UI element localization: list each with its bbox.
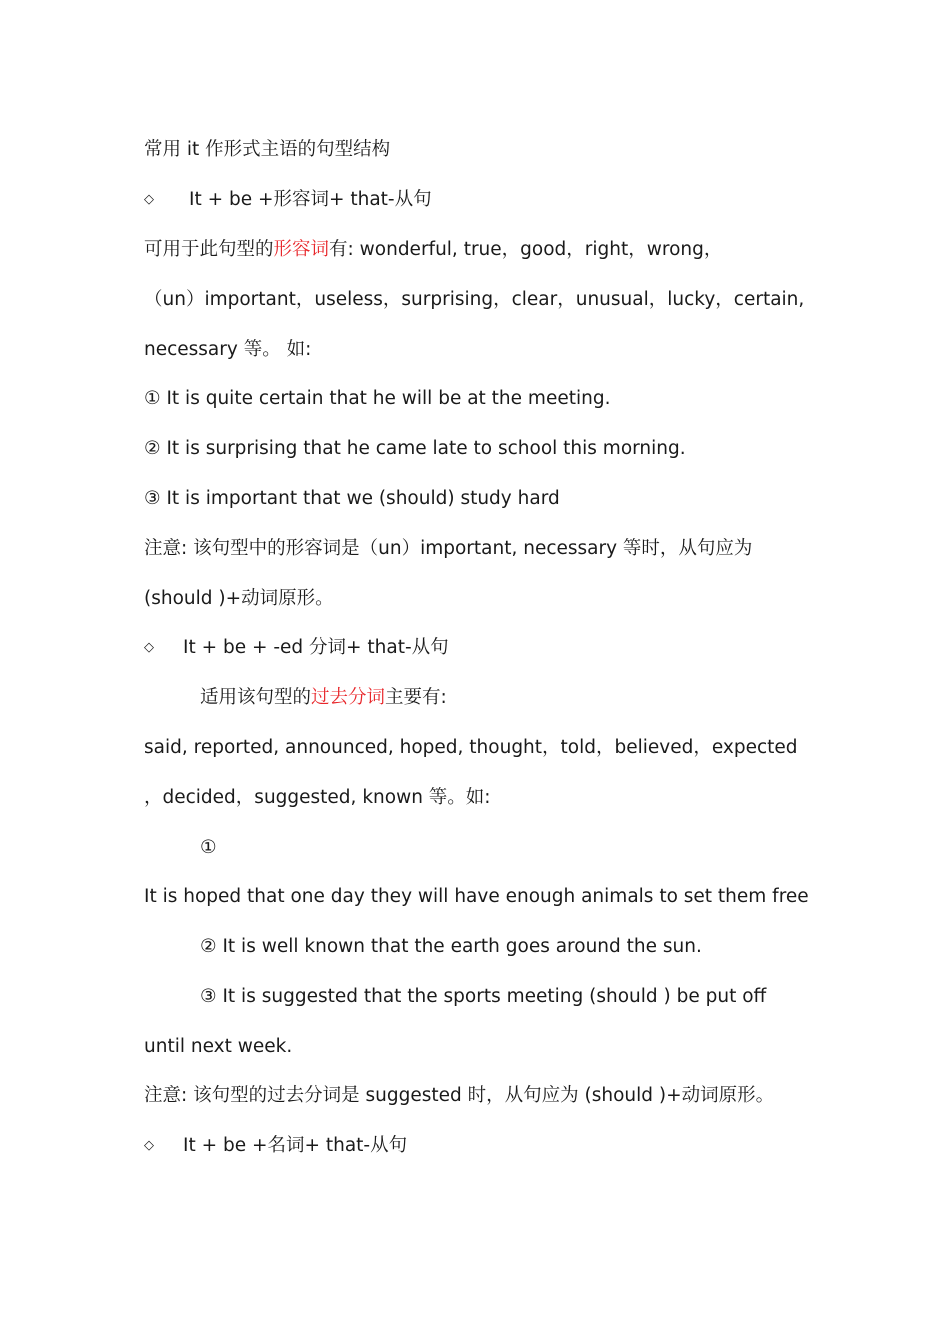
section3-heading-row — [144, 1133, 407, 1159]
section2-intro-suffix: 主要有: — [385, 687, 447, 708]
section1-example-1: ① It is quite certain that he will be at the meeting. — [144, 388, 611, 409]
document-title: 常用 it 作形式主语的句型结构 — [144, 139, 391, 160]
section1-example-2: ② It is surprising that he came late to school this morning. — [144, 438, 686, 459]
diamond-bullet-icon: ◇ — [144, 640, 154, 655]
section2-example-3-line-1: ③ It is suggested that the sports meeting (should ) be put off — [200, 986, 767, 1007]
section1-heading: It + be +形容词+ that-从句 — [189, 189, 432, 210]
section2-intro-highlight: 过去分词 — [311, 687, 386, 708]
section3-heading: It + be +名词+ that-从句 — [183, 1135, 408, 1156]
section2-example-2: ② It is well known that the earth goes around the sun. — [200, 936, 702, 957]
section2-intro — [200, 685, 447, 711]
section2-list-line-1: said, reported, announced, hoped, thought，told，believed，expected — [144, 737, 798, 758]
section2-list-line-2: ，decided，suggested, known 等。如: — [144, 787, 491, 808]
section2-example-1-number: ① — [200, 837, 217, 858]
section1-note-line-2: (should )+动词原形。 — [144, 588, 334, 609]
diamond-bullet-icon: ◇ — [144, 1138, 154, 1153]
diamond-bullet-icon: ◇ — [144, 192, 154, 207]
section1-intro-suffix: 有: wonderful, true，good，right，wrong， — [329, 239, 723, 260]
section2-note: 注意: 该句型的过去分词是 suggested 时，从句应为 (should )+动词原形。 — [144, 1085, 775, 1106]
section2-heading: It + be + -ed 分词+ that-从句 — [183, 637, 449, 658]
section2-example-3-line-2: until next week. — [144, 1036, 293, 1057]
section1-list-line-3: necessary 等。 如: — [144, 339, 312, 360]
section2-intro-prefix: 适用该句型的 — [200, 687, 312, 708]
section1-example-3: ③ It is important that we (should) study hard — [144, 488, 560, 509]
section1-intro — [144, 237, 722, 263]
section2-heading-row — [144, 635, 449, 661]
section2-example-1-text: It is hoped that one day they will have enough animals to set them free — [144, 886, 809, 907]
section1-heading-row — [144, 187, 432, 213]
section1-intro-highlight: 形容词 — [273, 239, 330, 260]
section1-note-line-1: 注意: 该句型中的形容词是（un）important, necessary 等时，从句应为 — [144, 538, 753, 559]
section1-intro-prefix: 可用于此句型的 — [144, 239, 274, 260]
section1-list-line-2: （un）important，useless，surprising，clear，unusual，lucky，certain, — [144, 289, 805, 310]
